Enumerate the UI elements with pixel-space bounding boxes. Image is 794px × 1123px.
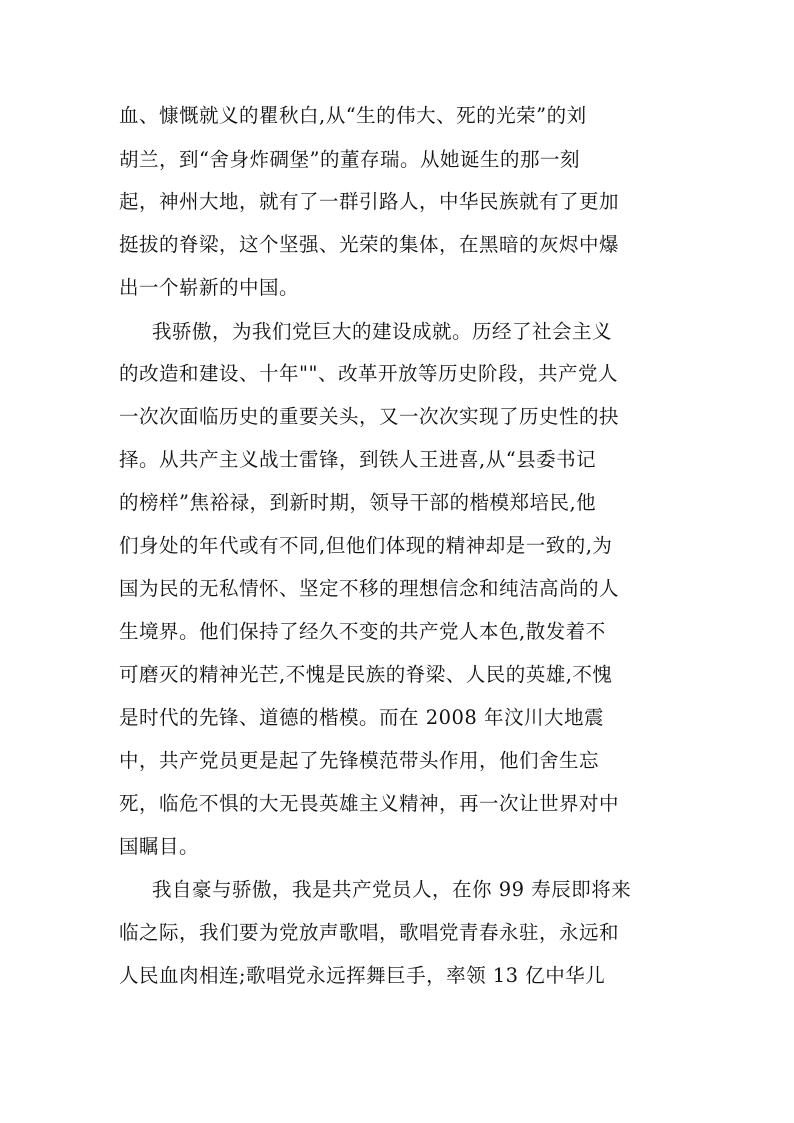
text-line: 生境界。他们保持了经久不变的共产党人本色,散发着不	[119, 620, 606, 643]
text-line: 择。从共产主义战士雷锋，到铁人王进喜,从“县委书记	[119, 448, 597, 471]
text-line: 临之际，我们要为党放声歌唱，歌唱党青春永驻，永远和	[119, 921, 620, 944]
text-line: 国瞩目。	[119, 835, 200, 858]
text-line: 中，共产党员更是起了先锋模范带头作用，他们舍生忘	[119, 749, 600, 772]
paragraph-first-line: 我骄傲，为我们党巨大的建设成就。历经了社会主义	[152, 320, 613, 343]
text-line: 是时代的先锋、道德的楷模。而在 2008 年汶川大地震	[119, 706, 605, 729]
text-line: 们身处的年代或有不同,但他们体现的精神却是一致的,为	[119, 534, 613, 557]
text-line: 胡兰，到“舍身炸碉堡”的董存瑞。从她诞生的那一刻	[119, 148, 580, 171]
text-line: 挺拔的脊梁，这个坚强、光荣的集体，在黑暗的灰烬中爆	[119, 233, 620, 256]
text-line: 人民血肉相连;歌唱党永远挥舞巨手，率领 13 亿中华儿	[119, 964, 606, 987]
text-line: 的榜样”焦裕禄，到新时期，领导干部的楷模郑培民,他	[119, 491, 597, 514]
paragraph-first-line: 我自豪与骄傲，我是共产党员人，在你 99 寿辰即将来	[152, 878, 632, 901]
text-line: 的改造和建设、十年""、改革开放等历史阶段，共产党人	[119, 362, 618, 385]
text-line: 起，神州大地，就有了一群引路人，中华民族就有了更加	[119, 190, 620, 213]
text-line: 一次次面临历史的重要关头，又一次次实现了历史性的抉	[119, 405, 620, 428]
text-line: 血、慷慨就义的瞿秋白,从“生的伟大、死的光荣”的刘	[119, 104, 587, 127]
text-line: 国为民的无私情怀、坚定不移的理想信念和纯洁高尚的人	[119, 577, 620, 600]
text-line: 可磨灭的精神光芒,不愧是民族的脊梁、人民的英雄,不愧	[119, 663, 613, 686]
text-line: 出一个崭新的中国。	[119, 276, 300, 299]
text-line: 死，临危不惧的大无畏英雄主义精神，再一次让世界对中	[119, 792, 620, 815]
